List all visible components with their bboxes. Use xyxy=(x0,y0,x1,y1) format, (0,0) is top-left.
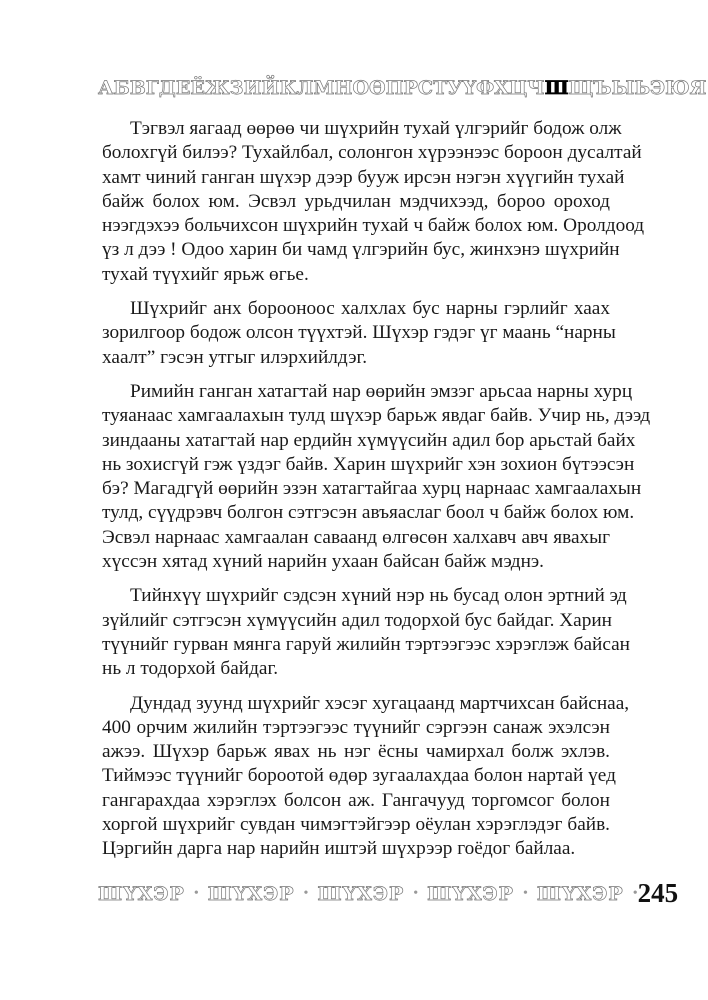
paragraph xyxy=(102,692,630,862)
alphabet-letter: Ф xyxy=(476,77,495,99)
alphabet-letter: Э xyxy=(650,77,666,99)
running-title-word: ШҮХЭР xyxy=(536,882,624,905)
paragraph xyxy=(102,117,645,287)
text-line: тухай түүхийг ярьж өгье. xyxy=(102,263,309,285)
alphabet-letter: Р xyxy=(403,77,418,99)
alphabet-letter: В xyxy=(129,77,146,99)
text-line: хаалт” гэсэн утгыг илэрхийлдэг. xyxy=(102,346,368,368)
alphabet-letter: Ч xyxy=(527,77,545,99)
alphabet-letter: Г xyxy=(145,77,159,99)
alphabet-letter: Ё xyxy=(190,77,205,99)
alphabet-letter: И xyxy=(243,77,262,99)
alphabet-letter: Ъ xyxy=(593,77,612,99)
text-line: Шүхрийг анх бороонoос халхлах бус нарны гэрлийг хаах xyxy=(130,298,610,320)
text-line: зиндааны хатагтай нар ердийн хүмүүсийн адил бор арьстай байх xyxy=(102,429,636,451)
separator-dot: • xyxy=(522,885,528,901)
alphabet-letter: Ю xyxy=(665,77,690,99)
text-line: гангарахдаа хэрэглэх болсон аж. Гангачууд торгомсог болон xyxy=(102,789,610,811)
alphabet-letter: Ы xyxy=(611,77,635,99)
alphabet-letter: С xyxy=(417,77,433,99)
text-line: болохгүй билээ? Тухайлбал, солонгон хүрээнээс бороон дусалтай xyxy=(102,142,642,164)
alphabet-letter: Б xyxy=(113,77,130,99)
alphabet-letter: Т xyxy=(432,77,448,99)
page-footer xyxy=(98,878,679,909)
text-line: нь зохисгүй гэж үздэг байв. Харин шүхрийг хэн зохион бүтээсэн xyxy=(102,453,635,475)
text-line: хүссэн хятад хүний нарийн ухаан байсан байж мэднэ. xyxy=(102,551,544,573)
alphabet-letter: Ь xyxy=(634,77,650,99)
alphabet-letter: Х xyxy=(494,77,509,99)
page-number: 245 xyxy=(637,878,679,908)
text-line: туяанаас хамгаалахын тулд шүхэр барьж явдаг байв. Учир нь, дээд xyxy=(102,405,651,427)
alphabet-letter: М xyxy=(313,77,335,99)
text-line: тулд, сүүдрэвч болгон сэтгэсэн авъяаслаг боол ч байж болох юм. xyxy=(102,502,635,524)
text-line: нээгдэхээ больчихсон шүхрийн тухай ч байж болох юм. Оролдоод xyxy=(102,215,645,237)
text-line: Тийнхүү шүхрийг сэдсэн хүний нэр нь бусад олон эртний эд xyxy=(130,585,627,607)
text-line: Дундад зуунд шүхрийг хэсэг хугацаанд мартчихсан байснаа, xyxy=(130,692,630,714)
alphabet-letter: Д xyxy=(158,77,176,99)
text-line: зорилгоор бодож олсон түүхтэй. Шүхэр гэдэг үг маань “нарны xyxy=(102,322,616,344)
text-line: Цэргийн дарга нар нарийн иштэй шүхрээр гоёдог байлаа. xyxy=(102,838,576,860)
text-line: түүнийг гурван мянга гаруй жилийн тэртээгээс хэрэглэж байсан xyxy=(102,633,631,655)
running-title-word: ШҮХЭР xyxy=(207,882,295,905)
alphabet-letter: Й xyxy=(261,77,280,99)
text-line: үз л дээ ! Одоо харин би чамд үлгэрийн бус, жинхэнэ шүхрийн xyxy=(102,239,620,261)
body-text xyxy=(102,117,651,872)
separator-dot: • xyxy=(193,885,199,901)
alphabet-letter: К xyxy=(279,77,297,99)
alphabet-letter: Ж xyxy=(204,77,230,99)
alphabet-letter: П xyxy=(385,77,404,99)
alphabet-letter: Щ xyxy=(568,77,594,99)
alphabet-letter: Н xyxy=(334,77,353,99)
text-line: байж болох юм. Эсвэл урьдчилан мэдчихээд, бороо ороход xyxy=(102,190,610,212)
paragraph xyxy=(102,297,616,370)
running-title-word: ШҮХЭР xyxy=(98,882,185,905)
text-line: Тэгвэл яагаад өөрөө чи шүхрийн тухай үлгэрийг бодож олж xyxy=(130,118,622,139)
separator-dot: • xyxy=(413,885,419,901)
alphabet-letter: З xyxy=(229,77,244,99)
alphabet-letter: Ө xyxy=(369,77,386,99)
separator-dot: • xyxy=(632,885,638,901)
separator-dot: • xyxy=(303,885,309,901)
text-line: Тиймээс түүнийг бороотой өдөр зугаалахдаа болон нартай үед xyxy=(102,765,616,787)
alphabet-header xyxy=(98,74,707,102)
alphabet-letter: Е xyxy=(175,77,191,99)
text-line: 400 орчим жилийн тэртээгээс түүнийг сэргээн санаж эхэлсэн xyxy=(102,716,610,738)
alphabet-letter: А xyxy=(98,77,114,99)
text-line: Римийн ганган хатагтай нар өөрийн эмзэг арьсаа нарны хурц xyxy=(130,380,633,402)
alphabet-letter: Я xyxy=(689,77,707,99)
text-line: Эсвэл нарнаас хамгаалан саваанд өлгөсөн халхавч авч явахыг xyxy=(102,526,610,548)
alphabet-letter: О xyxy=(352,77,370,99)
running-title xyxy=(98,883,638,905)
text-line: нь л тодорхой байдаг. xyxy=(102,658,279,680)
alphabet-letter: Ү xyxy=(462,77,477,99)
alphabet-letter: Ц xyxy=(508,77,528,99)
running-title-word: ШҮХЭР xyxy=(317,882,405,905)
text-line: хамт чиний ганган шүхэр дээр бууж ирсэн нэгэн хүүгийн тухай xyxy=(102,166,625,188)
paragraph xyxy=(102,584,631,681)
text-line: хоргой шүхрийг сувдан чимэгтэйгээр оёулан хэрэглэдэг байв. xyxy=(102,814,610,836)
text-line: зүйлийг сэтгэсэн хүмүүсийн адил тодорхой бус байдаг. Харин xyxy=(102,609,612,631)
alphabet-letter: У xyxy=(447,77,463,99)
paragraph xyxy=(102,380,651,574)
alphabet-letter: Л xyxy=(296,77,314,99)
text-line: бэ? Магадгүй өөрийн эзэн хатагтайгаа хурц нарнаас хамгаалахын xyxy=(102,478,642,500)
text-line: ажээ. Шүхэр барьж явах нь нэг ёсны чамирхал болж эхлэв. xyxy=(102,741,610,763)
alphabet-letter-active: Ш xyxy=(544,77,569,99)
running-title-word: ШҮХЭР xyxy=(427,882,514,905)
